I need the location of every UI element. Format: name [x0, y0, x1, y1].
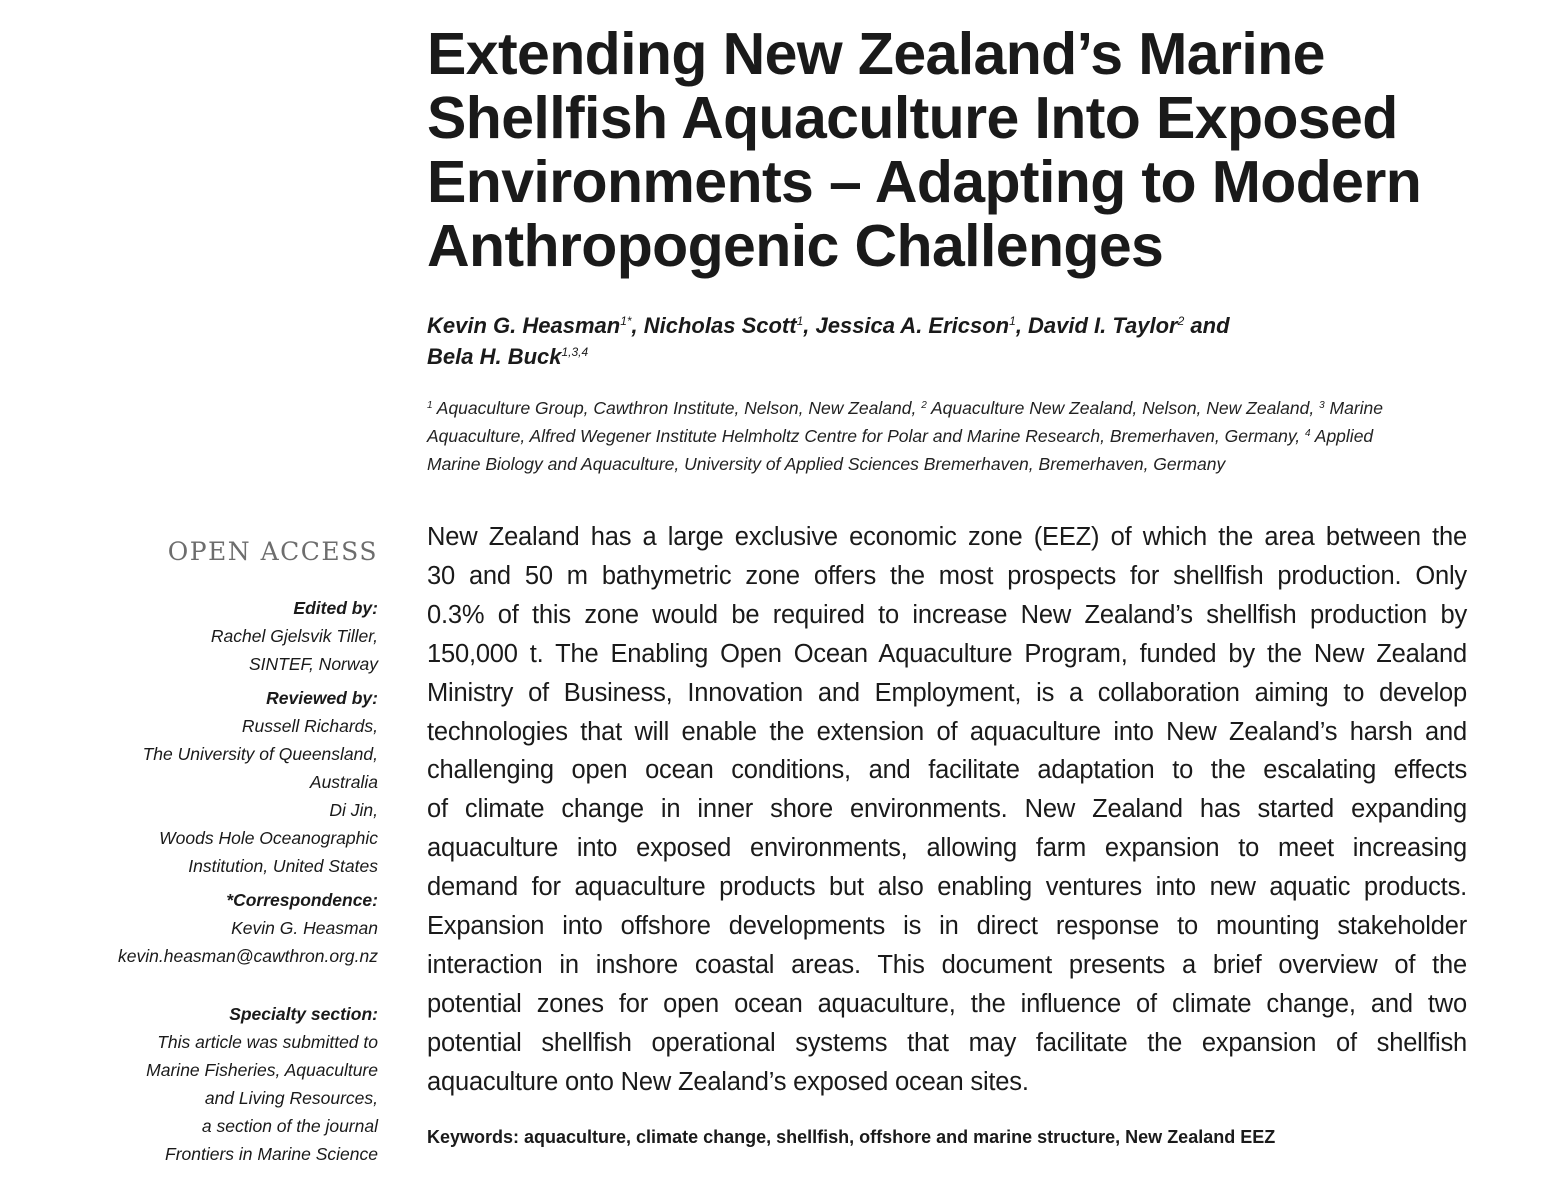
- affiliation-line: [427, 450, 1487, 478]
- abstract-line: potential shellfish operational systems that may facilitate the expansion of shellfish: [427, 1028, 1467, 1057]
- correspondence-name: Kevin G. Heasman: [231, 918, 378, 938]
- affil-mark: 1: [427, 400, 433, 411]
- specialty-line: a section of the journal: [201, 1116, 378, 1136]
- abstract-line: New Zealand has a large exclusive economic zone (EEZ) of which the area between the: [427, 523, 1467, 551]
- affil-mark: 2: [921, 400, 927, 411]
- correspondence-heading: *Correspondence:: [226, 890, 378, 910]
- author-affil-mark: 1,3,4: [561, 345, 589, 359]
- affil-mark: 4: [1305, 428, 1311, 439]
- author-line: [427, 310, 1487, 341]
- affil-text: Aquaculture, Alfred Wegener Institute Helmholtz Centre for Polar and Marine Research, Bremerhaven, Germany,: [427, 426, 1305, 446]
- abstract-line: aquaculture into exposed environments, allowing farm expansion to meet increasing: [427, 834, 1467, 863]
- title-line: Shellfish Aquaculture Into Exposed: [427, 85, 1398, 151]
- affil-text: Marine: [1324, 398, 1384, 418]
- article-title: [427, 22, 1507, 278]
- affil-text: Applied: [1310, 426, 1374, 446]
- author-name: Bela H. Buck: [427, 344, 562, 369]
- affiliation-line: [427, 422, 1487, 450]
- author-name: Kevin G. Heasman: [427, 313, 621, 338]
- abstract-line: demand for aquaculture products but also enabling ventures into new aquatic products.: [427, 873, 1467, 902]
- open-access-label: OPEN ACCESS: [167, 537, 378, 566]
- specialty-line: and Living Resources,: [204, 1088, 378, 1108]
- affiliation-line: [427, 394, 1487, 422]
- affiliations: [427, 394, 1487, 478]
- abstract-line: potential zones for open ocean aquaculture, the influence of climate change, and two: [427, 989, 1467, 1018]
- reviewer-line: Woods Hole Oceanographic: [159, 828, 378, 848]
- editor-line: SINTEF, Norway: [248, 654, 378, 674]
- author-name: , David I. Taylor: [1015, 313, 1178, 338]
- reviewed-by-heading: Reviewed by:: [266, 688, 378, 708]
- affil-text: Marine Biology and Aquaculture, University of Applied Sciences Bremerhaven, Bremerhaven, Germany: [427, 454, 1226, 474]
- article-sidebar: [60, 532, 378, 1168]
- abstract-line: Ministry of Business, Innovation and Employment, is a collaboration aiming to develop: [427, 678, 1467, 707]
- editor-line: Rachel Gjelsvik Tiller,: [210, 626, 378, 646]
- abstract-line: of climate change in inner shore environments. New Zealand has started expanding: [427, 795, 1467, 824]
- reviewer-line: The University of Queensland,: [142, 744, 378, 764]
- title-line: Extending New Zealand’s Marine: [427, 21, 1325, 87]
- abstract-line: 150,000 t. The Enabling Open Ocean Aquaculture Program, funded by the New Zealand: [427, 639, 1467, 668]
- reviewer-line: Di Jin,: [329, 800, 378, 820]
- affil-text: Aquaculture Group, Cawthron Institute, Nelson, New Zealand,: [432, 398, 922, 418]
- abstract-line: aquaculture onto New Zealand’s exposed ocean sites.: [427, 1067, 1029, 1096]
- abstract: [427, 518, 1467, 1102]
- author-name: , Jessica A. Ericson: [803, 313, 1010, 338]
- specialty-line: Frontiers in Marine Science: [165, 1144, 378, 1164]
- specialty-line: Marine Fisheries, Aquaculture: [146, 1060, 378, 1080]
- author-line: [427, 341, 1487, 372]
- specialty-section-heading: Specialty section:: [229, 1004, 378, 1024]
- reviewer-line: Institution, United States: [188, 856, 378, 876]
- title-line: Environments – Adapting to Modern: [427, 149, 1422, 215]
- author-affil-mark: 1*: [620, 314, 632, 328]
- reviewer-line: Russell Richards,: [241, 716, 378, 736]
- author-affil-mark: 2: [1177, 314, 1185, 328]
- correspondence-email[interactable]: kevin.heasman@cawthron.org.nz: [118, 946, 378, 966]
- reviewer-line: Australia: [309, 772, 378, 792]
- abstract-line: technologies that will enable the extension of aquaculture into New Zealand’s harsh and: [427, 717, 1467, 746]
- abstract-line: 30 and 50 m bathymetric zone offers the most prospects for shellfish production. Only: [427, 561, 1467, 590]
- affil-mark: 3: [1319, 400, 1325, 411]
- title-line: Anthropogenic Challenges: [427, 213, 1164, 279]
- abstract-line: Expansion into offshore developments is in direct response to mounting stakeholder: [427, 912, 1467, 941]
- abstract-line: interaction in inshore coastal areas. This document presents a brief overview of the: [427, 950, 1467, 979]
- abstract-line: challenging open ocean conditions, and facilitate adaptation to the escalating effects: [427, 756, 1467, 785]
- author-name: , Nicholas Scott: [631, 313, 797, 338]
- edited-by-heading: Edited by:: [293, 598, 378, 618]
- author-affil-mark: 1: [796, 314, 804, 328]
- keywords: Keywords: aquaculture, climate change, shellfish, offshore and marine structure, New Zealand EEZ: [427, 1127, 1276, 1147]
- author-list: [427, 310, 1487, 372]
- abstract-line: 0.3% of this zone would be required to increase New Zealand’s shellfish production by: [427, 600, 1467, 629]
- author-affil-mark: 1: [1009, 314, 1016, 328]
- specialty-line: This article was submitted to: [157, 1032, 378, 1052]
- author-connector: and: [1184, 313, 1230, 338]
- affil-text: Aquaculture New Zealand, Nelson, New Zealand,: [926, 398, 1320, 418]
